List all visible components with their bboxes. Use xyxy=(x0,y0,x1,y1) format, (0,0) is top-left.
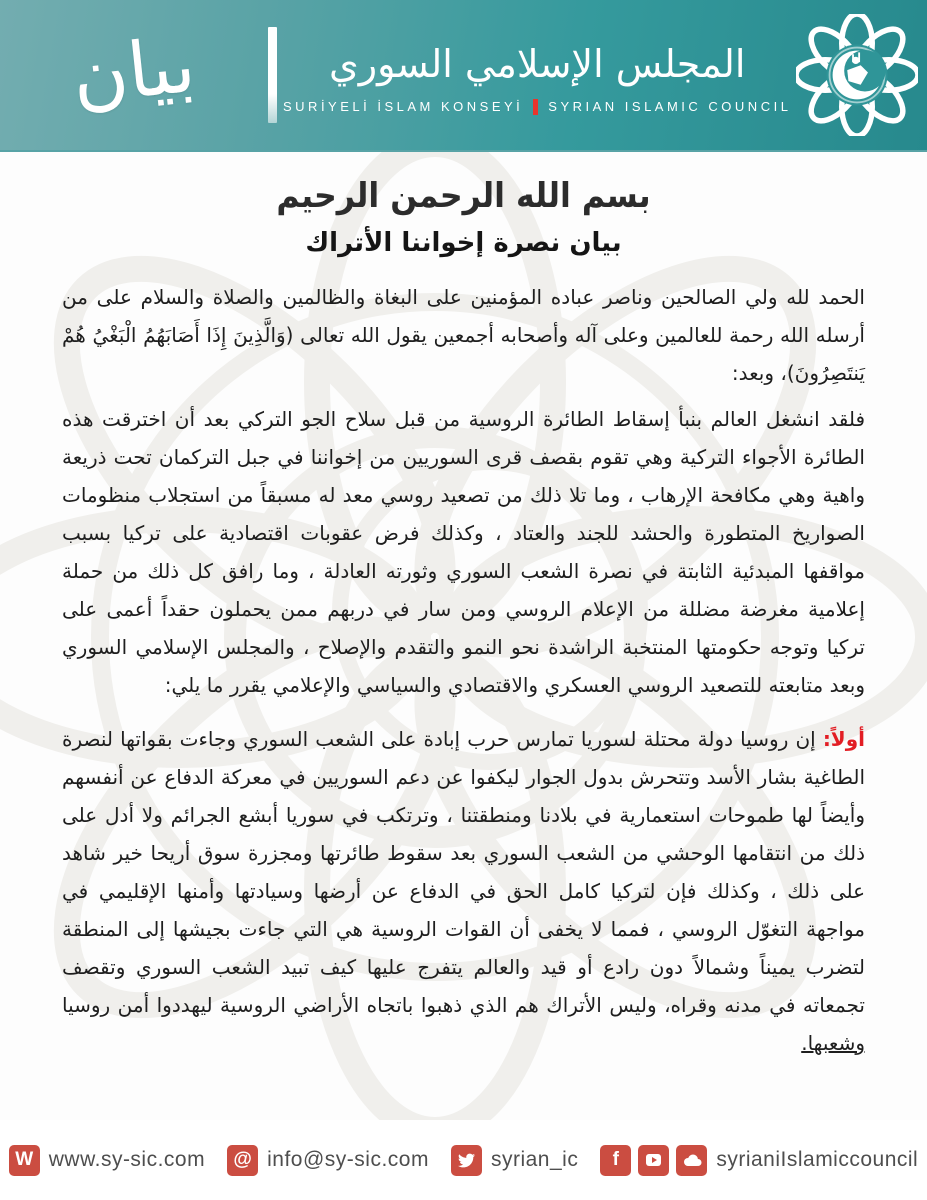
twitter-link[interactable] xyxy=(451,1145,578,1176)
paragraph-context: فلقد انشغل العالم بنبأ إسقاط الطائرة الروسية من قبل سلاح الجو التركي بعد أن اخترقت هذه الطائرة الأجواء التركية وهي تقوم بقصف قرى السوريين من إخواننا في جبل التركمان تحت ذريعة واهية وهي مكافحة الإرهاب ، وما تلا ذلك من تصعيد روسي معد له مسبقاً من استجلاب منظومات الصواريخ المتطورة والحشد للجند والعتاد ، وكذلك فرض عقوبات اقتصادية على تركيا بسبب مواقفها المبدئية الثابتة في نصرة الشعب السوري وثورته العادلة ، وما رافق كل ذلك من حملة إعلامية مغرضة مضللة من الإعلام الروسي ومن سار في دربهم ممن يحملون حقداً أعمى على تركيا وتوجه حكومتها المنتخبة الراشدة نحو النمو والتقدم والإصلاح ، والمجلس الإسلامي السوري وبعد متابعته للتصعيد الروسي العسكري والاقتصادي والسياسي والإعلامي يقرر ما يلي: xyxy=(62,407,865,697)
youtube-icon[interactable] xyxy=(638,1145,669,1176)
item-first-text: إن روسيا دولة محتلة لسوريا تمارس حرب إبادة على الشعب السوري وجاءت بقواتها لنصرة الطاغية بشار الأسد وتتحرش بدول الجوار ليكفوا عن دعم السوريين في معركة الدفاع عن أنفسهم وأيضاً لها طموحات استعمارية في بلادنا ومنطقتنا ، وترتكب في سوريا أبشع الجرائم ولا أدل على ذلك من انتقامها الوحشي من الشعب السوري بعد سقوط طائرتها ومجزرة سوق أريحا خير شاهد على ذلك ، وكذلك فإن لتركيا كامل الحق في الدفاع عن أرضها وسيادتها وأمنها الإقليمي في مواجهة التغوّل الروسي ، فمما لا يخفى أن القوات الروسية هي التي جاءت بجيشها إلى المنطقة لتضرب يميناً وشمالاً دون رادع أو قيد والعالم يتفرج عليها كيف تبيد الشعب السوري وتقصف تجمعاته في مدنه وقراه، وليس الأتراك هم الذي ذهبوا باتجاه الأراضي الروسية ليهددوا أمن روسيا xyxy=(62,727,865,1017)
org-name-english: SYRIAN ISLAMIC COUNCIL xyxy=(548,99,792,115)
social-icons xyxy=(600,1145,707,1176)
email-at-icon: @ xyxy=(227,1145,258,1176)
statement-body xyxy=(0,152,927,1120)
statement-content xyxy=(62,178,865,1062)
org-subtitle xyxy=(283,99,791,115)
header-divider xyxy=(268,27,277,123)
email-link[interactable] xyxy=(227,1145,429,1176)
twitter-icon xyxy=(451,1145,482,1176)
soundcloud-icon[interactable] xyxy=(676,1145,707,1176)
paragraph-item-first xyxy=(62,720,865,1062)
email-text: info@sy-sic.com xyxy=(267,1148,429,1171)
item-first-last-word: وشعبها. xyxy=(801,1031,865,1055)
website-text: www.sy-sic.com xyxy=(48,1148,206,1171)
header-banner xyxy=(0,0,927,152)
red-separator xyxy=(533,99,538,115)
org-name-turkish: SURİYELİ İSLAM KONSEYİ xyxy=(283,99,524,115)
facebook-icon[interactable]: f xyxy=(600,1145,631,1176)
statement-calligraphy: بيان xyxy=(67,19,200,122)
social-links-group xyxy=(600,1145,918,1176)
org-name-arabic: المجلس الإسلامي السوري xyxy=(329,42,746,87)
item-first-label: أولاً: xyxy=(822,727,865,751)
statement-title: بيان نصرة إخواننا الأتراك xyxy=(305,228,622,258)
org-title-block xyxy=(283,35,791,115)
footer-contact-bar xyxy=(0,1120,927,1200)
website-icon: W xyxy=(9,1145,40,1176)
website-link[interactable] xyxy=(9,1145,205,1176)
paragraph-praise: الحمد لله ولي الصالحين وناصر عباده المؤمنين على البغاة والظالمين والصلاة والسلام على من أرسله الله رحمة للعالمين وعلى آله وأصحابه أجمعين يقول الله تعالى (وَالَّذِينَ إِذَا أَصَابَهُمُ الْبَغْيُ هُمْ يَنتَصِرُونَ)، وبعد: xyxy=(62,285,865,385)
twitter-handle-text: syrian_ic xyxy=(490,1148,579,1171)
social-handle-text: syrianiIslamiccouncil xyxy=(716,1148,919,1171)
basmala-calligraphy: بسم الله الرحمن الرحيم xyxy=(276,176,651,216)
council-logo-icon xyxy=(791,14,923,136)
